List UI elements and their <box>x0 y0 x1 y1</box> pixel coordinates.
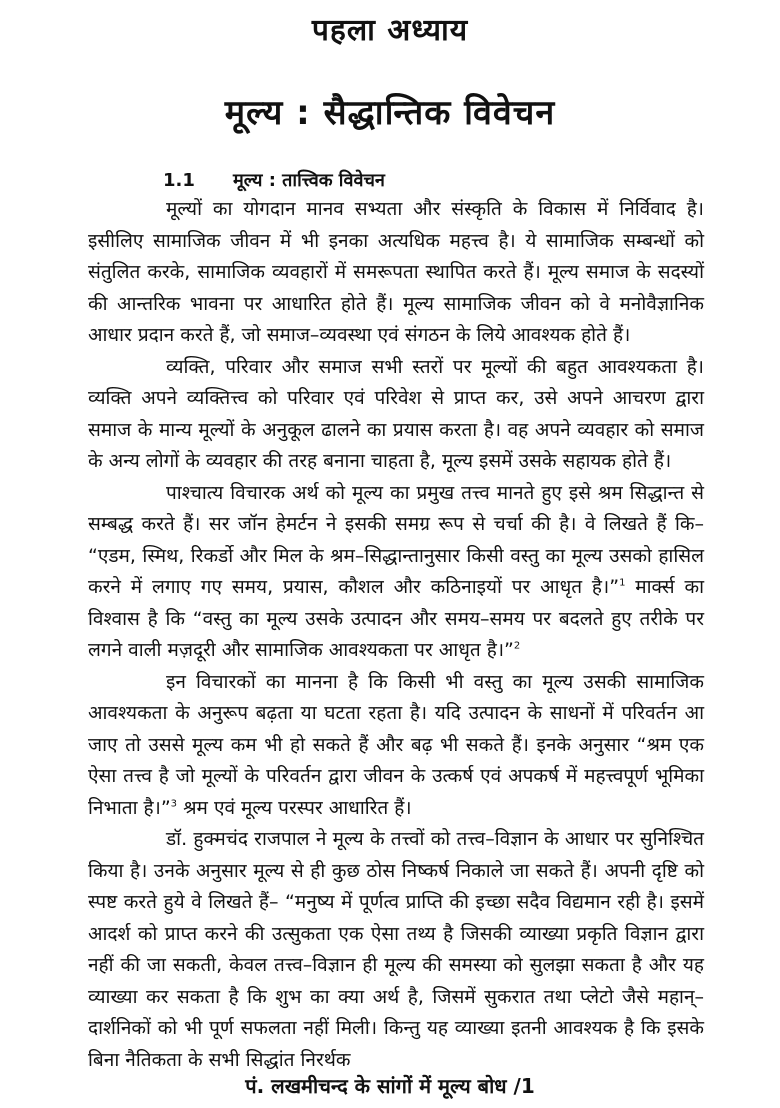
body-text <box>88 194 704 1076</box>
paragraph-3-text-b: मार्क्स का विश्वास है कि “वस्तु का मूल्य उसके उत्पादन और समय–समय पर बदलते हुए तरीके पर लगने वाली मज़दूरी और सामाजिक आवश्यकता पर आधृत है।” <box>88 576 704 661</box>
paragraph-3-text-a: पाश्चात्य विचारक अर्थ को मूल्य का प्रमुख तत्त्व मानते हुए इसे श्रम सिद्धान्त से सम्बद्ध करते हैं। सर जॉन हेमर्टन ने इसकी समग्र रूप से चर्चा की है। वे लिखते हैं कि– “एडम, स्मिथ, रिकर्डो और मिल के श्रम–सिद्धान्तानुसार किसी वस्तु का मूल्य उसको हासिल करने में लगाए गए समय, प्रयास, कौशल और कठिनाइयों पर आधृत है।” <box>88 481 704 598</box>
paragraph-4-text-b: श्रम एवं मूल्य परस्पर आधारित हैं। <box>177 796 412 819</box>
section-heading <box>163 168 385 192</box>
paragraph-4-text-a: इन विचारकों का मानना है कि किसी भी वस्तु का मूल्य उसकी सामाजिक आवश्यकता के अनुरूप बढ़ता या घटता रहता है। यदि उत्पादन के साधनों में परिवर्तन आ जाए तो उससे मूल्य कम भी हो सकते हैं और बढ़ भी सकते हैं। इनके अनुसार “श्रम एक ऐसा तत्त्व है जो मूल्यों के परिवर्तन द्वारा जीवन के उत्कर्ष एवं अपकर्ष में महत्त्वपूर्ण भूमिका निभाता है।” <box>88 670 704 819</box>
section-number: 1.1 <box>163 170 195 191</box>
chapter-label: पहला अध्याय <box>311 13 469 48</box>
page-footer: पं. लखमीचन्द के सांगों में मूल्य बोध /1 <box>245 1074 535 1098</box>
paragraph-1: मूल्यों का योगदान मानव सभ्यता और संस्कृति के विकास में निर्विवाद है। इसीलिए सामाजिक जीवन में भी इनका अत्यधिक महत्त्व है। ये सामाजिक सम्बन्धों को संतुलित करके, सामाजिक व्यवहारों में समरूपता स्थापित करते हैं। मूल्य समाज के सदस्यों की आन्तरिक भावना पर आधारित होते हैं। मूल्य सामाजिक जीवन को वे मनोवैज्ञानिक आधार प्रदान करते हैं, जो समाज–व्यवस्था एवं संगठन के लिये आवश्यक होते हैं। <box>88 198 704 346</box>
section-title: मूल्य : तात्त्विक विवेचन <box>233 170 385 191</box>
chapter-title: मूल्य : सैद्धान्तिक विवेचन <box>224 93 556 133</box>
footnote-ref-1: 1 <box>619 577 626 589</box>
footnote-ref-3: 3 <box>170 798 178 810</box>
paragraph-4 <box>88 667 704 825</box>
paragraph-2: व्यक्ति, परिवार और समाज सभी स्तरों पर मूल्यों की बहुत आवश्यकता है। व्यक्ति अपने व्यक्तित्त्व को परिवार एवं परिवेश से प्राप्त कर, उसे अपने आचरण द्वारा समाज के मान्य मूल्यों के अनुकूल ढालने का प्रयास करता है। वह अपने व्यवहार को समाज के अन्य लोगों के व्यवहार की तरह बनाना चाहता है, मूल्य इसमें उसके सहायक होते हैं। <box>88 355 704 472</box>
paragraph-5: डॉ. हुक्मचंद राजपाल ने मूल्य के तत्त्वों को तत्त्व–विज्ञान के आधार पर सुनिश्चित किया है। उनके अनुसार मूल्य से ही कुछ ठोस निष्कर्ष निकाले जा सकते हैं। अपनी दृष्टि को स्पष्ट करते हुये वे लिखते हैं– “मनुष्य में पूर्णत्व प्राप्ति की इच्छा सदैव विद्यमान रही है। इसमें आदर्श को प्राप्त करने की उत्सुकता एक ऐसा तथ्य है जिसकी व्याख्या प्रकृति विज्ञान द्वारा नहीं की जा सकती, केवल तत्त्व–विज्ञान ही मूल्य की समस्या को सुलझा सकता है और यह व्याख्या कर सकता है कि शुभ का क्या अर्थ है, जिसमें सुकरात तथा प्लेटो जैसे महान्–दार्शनिकों को भी पूर्ण सफलता नहीं मिली। किन्तु यह व्याख्या इतनी आवश्यक है कि इसके बिना नैतिकता के सभी सिद्धांत निरर्थक <box>88 828 704 1071</box>
footnote-ref-2: 2 <box>513 640 521 652</box>
paragraph-3 <box>88 478 704 667</box>
